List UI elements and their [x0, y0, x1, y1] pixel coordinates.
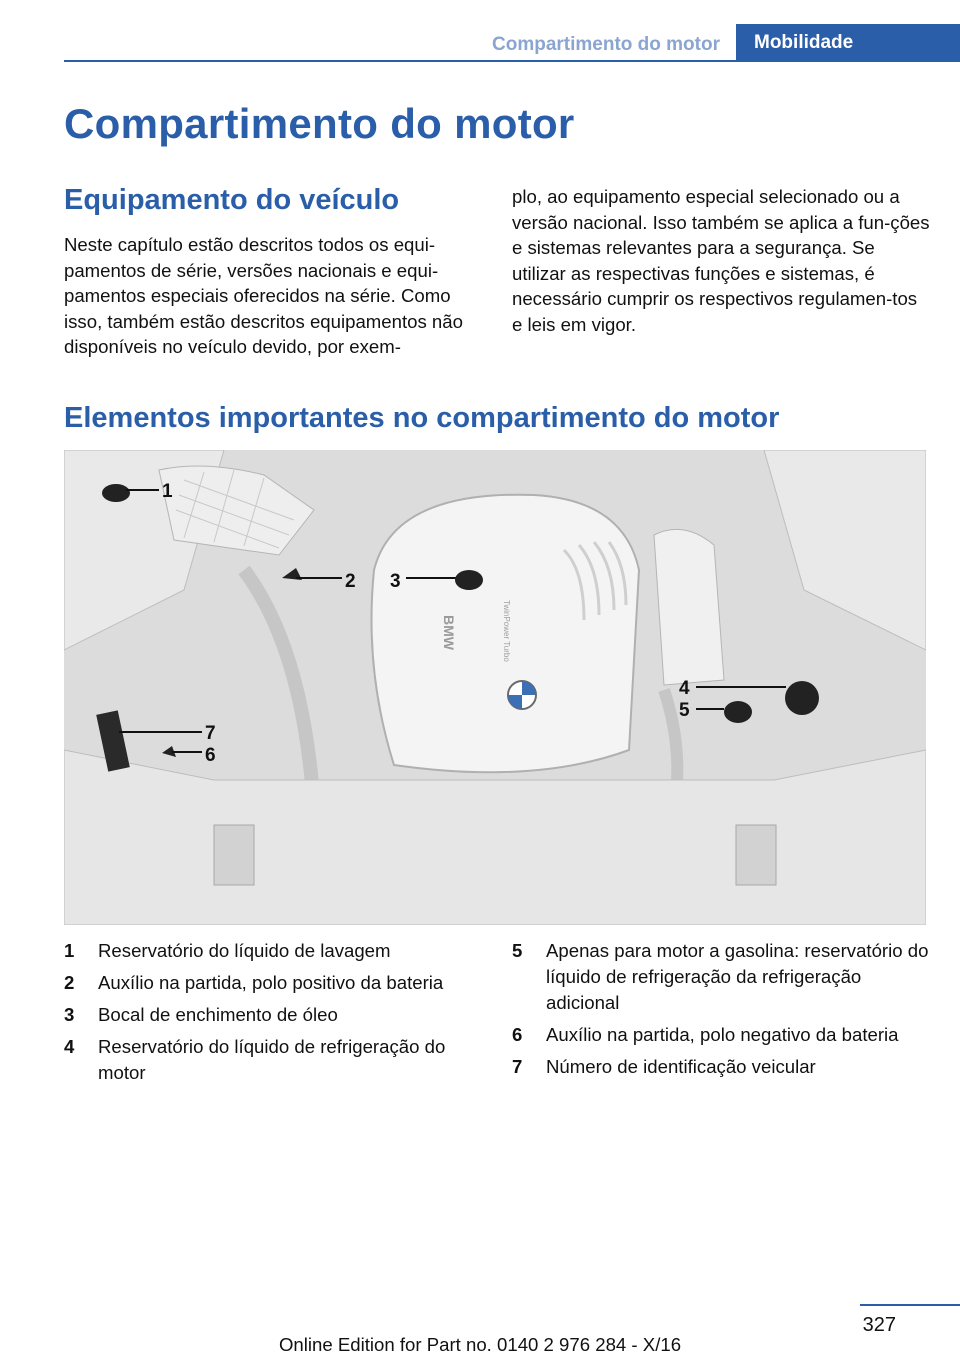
legend-item: [64, 938, 484, 964]
legend-item: [512, 1054, 932, 1080]
callout-5: 5: [679, 700, 690, 721]
equipment-heading: Equipamento do veículo: [64, 184, 400, 216]
edition-footer: Online Edition for Part no. 0140 2 976 284 - X/16: [278, 1334, 682, 1355]
legend-text: Auxílio na partida, polo positivo da bateria: [98, 972, 444, 993]
page-number: 327: [862, 1314, 896, 1336]
callout-3: 3: [390, 571, 401, 592]
legend-text: Reservatório do líquido de refrigeração do motor: [98, 1036, 446, 1083]
legend-text: Auxílio na partida, polo negativo da bateria: [546, 1024, 899, 1045]
legend-number: 4: [64, 1036, 75, 1057]
cover-brand-text: BMW: [441, 615, 457, 650]
callout-1: 1: [162, 481, 173, 502]
elements-heading: Elementos importantes no compartimento do motor: [64, 402, 780, 434]
legend-number: 5: [512, 940, 523, 961]
callout-2: 2: [345, 571, 356, 592]
header-section-title: Compartimento do motor: [492, 34, 720, 55]
legend-item: [64, 1034, 484, 1086]
legend-left: [64, 938, 484, 1092]
legend-text: Reservatório do líquido de lavagem: [98, 940, 391, 961]
callout-6: 6: [205, 745, 216, 766]
legend-number: 1: [64, 940, 75, 961]
legend-item: [64, 970, 484, 996]
equipment-text-right: plo, ao equipamento especial selecionado ou a versão nacional. Isso também se aplica a fun-ções e sistemas relevantes para a segurança. Se utilizar as respectivas funções e sistemas, é necessário cumprir os respectivos regulamen-tos e leis em vigor.: [512, 186, 930, 335]
legend-text: Número de identificação veicular: [546, 1056, 816, 1077]
legend-number: 3: [64, 1004, 75, 1025]
legend-item: [64, 1002, 484, 1028]
legend-number: 2: [64, 972, 75, 993]
cover-twinpower-text: TwinPower Turbo: [502, 600, 511, 662]
legend-item: [512, 938, 932, 1016]
header-tab-mobilidade: Mobilidade: [736, 24, 960, 62]
callout-7: 7: [205, 723, 216, 744]
header-rule: [64, 60, 960, 62]
page-title: Compartimento do motor: [64, 100, 575, 147]
legend-text: Bocal de enchimento de óleo: [98, 1004, 338, 1025]
equipment-text-left: Neste capítulo estão descritos todos os equi-pamentos de série, versões nacionais e equi-pamentos especiais oferecidos na série. Como isso, também estão descritos equipamentos não disponíveis no veículo devido, por exem-: [64, 234, 463, 357]
legend-text: Apenas para motor a gasolina: reservatório do líquido de refrigeração da refrigeração adicional: [546, 940, 929, 1013]
legend-item: [512, 1022, 932, 1048]
engine-compartment-figure: [64, 450, 926, 925]
legend-right: [512, 938, 932, 1086]
legend-number: 7: [512, 1056, 523, 1077]
footer-rule: [860, 1304, 960, 1306]
legend-number: 6: [512, 1024, 523, 1045]
callout-4: 4: [679, 678, 690, 699]
